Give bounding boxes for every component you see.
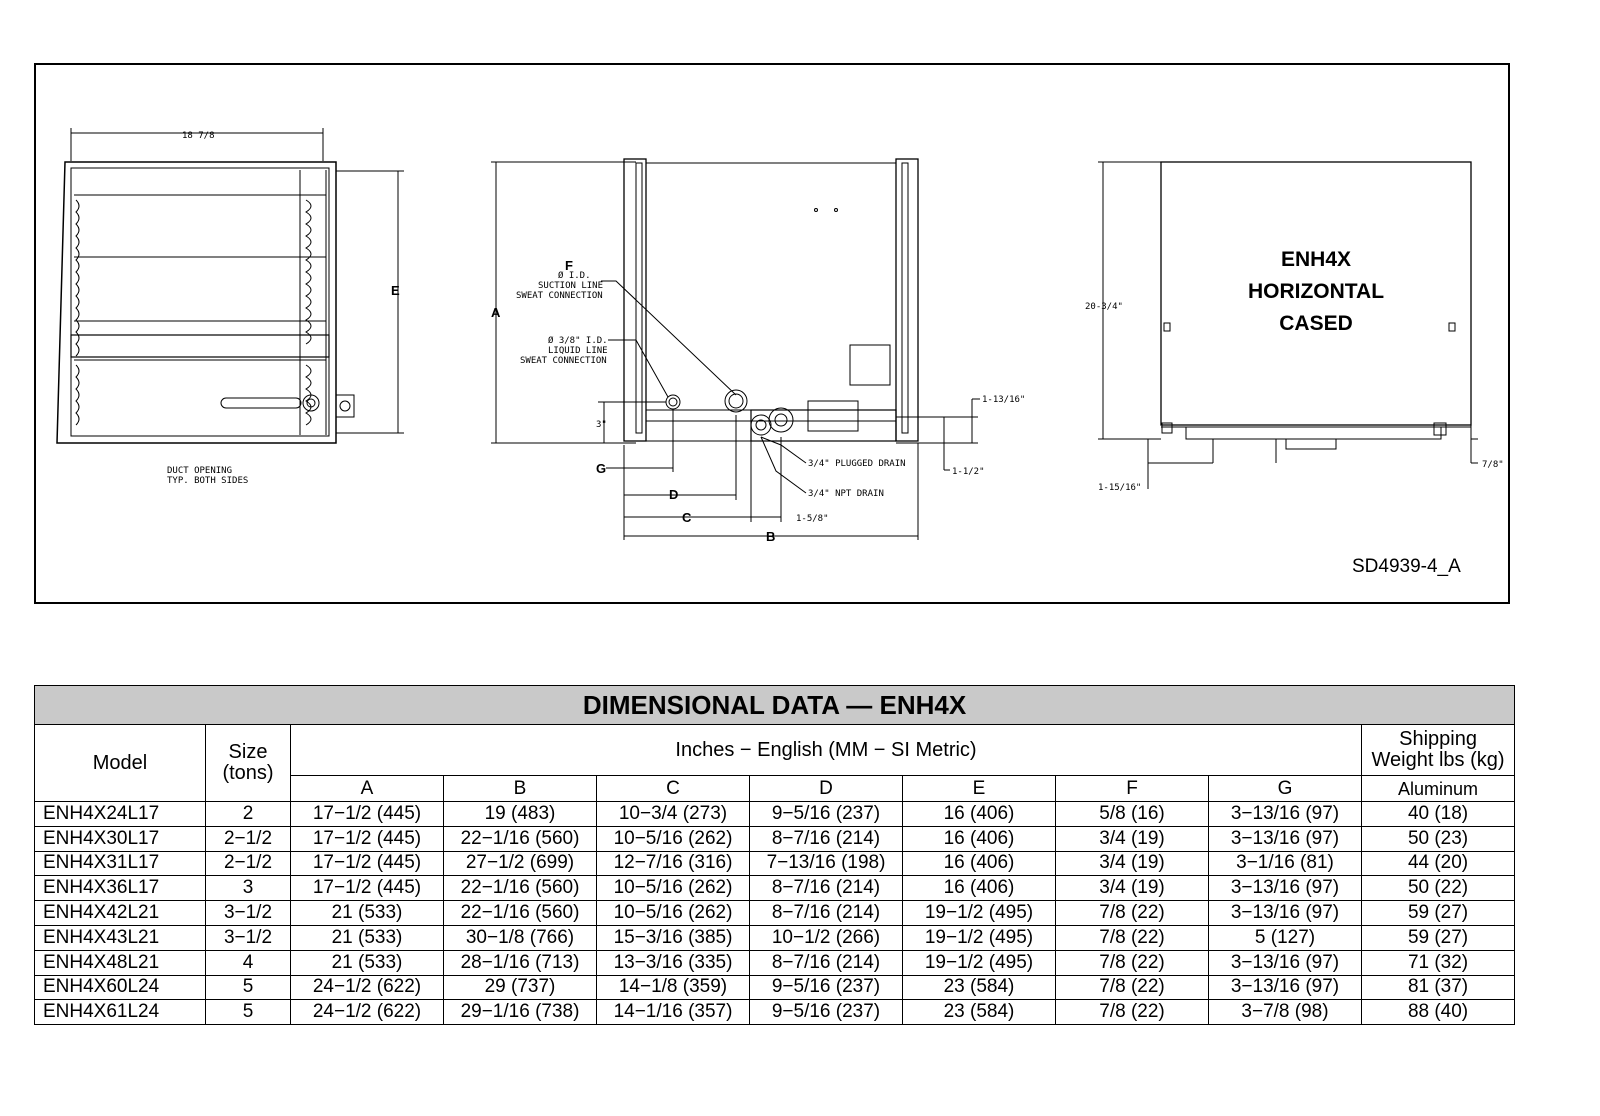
- cell-g: 5 (127): [1209, 925, 1362, 950]
- cell-c: 10−5/16 (262): [597, 876, 750, 901]
- cell-f: 5/8 (16): [1056, 802, 1209, 827]
- cell-b: 27−1/2 (699): [444, 851, 597, 876]
- suction-line-3: SWEAT CONNECTION: [516, 291, 603, 301]
- header-col-f: F: [1056, 776, 1209, 802]
- cell-g: 3−13/16 (97): [1209, 802, 1362, 827]
- liquid-line-3: SWEAT CONNECTION: [520, 356, 607, 366]
- dimensional-data-table: [34, 685, 1515, 1025]
- cell-a: 24−1/2 (622): [291, 975, 444, 1000]
- cell-f: 7/8 (22): [1056, 975, 1209, 1000]
- header-col-b: B: [444, 776, 597, 802]
- suction-line-1: Ø I.D.: [558, 271, 591, 281]
- cell-model: ENH4X31L17: [35, 851, 206, 876]
- cell-w: 40 (18): [1362, 802, 1515, 827]
- header-col-d: D: [750, 776, 903, 802]
- cell-size: 5: [206, 1000, 291, 1025]
- left-width-dim: 18 7/8: [182, 131, 215, 141]
- cell-e: 19−1/2 (495): [903, 925, 1056, 950]
- cell-size: 3−1/2: [206, 901, 291, 926]
- liquid-line-2: LIQUID LINE: [548, 346, 608, 356]
- cell-w: 88 (40): [1362, 1000, 1515, 1025]
- cell-model: ENH4X42L21: [35, 901, 206, 926]
- right-dim-7-8: 7/8": [1482, 460, 1504, 470]
- cell-model: ENH4X43L21: [35, 925, 206, 950]
- cell-c: 14−1/16 (357): [597, 1000, 750, 1025]
- cell-a: 17−1/2 (445): [291, 802, 444, 827]
- suction-line-2: SUCTION LINE: [538, 281, 604, 291]
- label-e: E: [391, 283, 400, 298]
- plugged-drain-label: 3/4" PLUGGED DRAIN: [808, 459, 906, 469]
- cell-g: 3−13/16 (97): [1209, 876, 1362, 901]
- cell-w: 50 (23): [1362, 826, 1515, 851]
- header-inches: Inches − English (MM − SI Metric): [291, 725, 1362, 776]
- cell-g: 3−13/16 (97): [1209, 975, 1362, 1000]
- header-col-a: A: [291, 776, 444, 802]
- dim-3in: 3": [596, 420, 607, 430]
- cell-c: 10−5/16 (262): [597, 901, 750, 926]
- horizontal-title: HORIZONTAL: [1247, 280, 1385, 303]
- label-c: C: [682, 510, 692, 525]
- header-ship-line1: Shipping: [1399, 728, 1477, 750]
- cell-d: 10−1/2 (266): [750, 925, 903, 950]
- dim-1-5-8: 1-5/8": [796, 514, 829, 524]
- table-row: [35, 975, 1515, 1000]
- cell-w: 59 (27): [1362, 925, 1515, 950]
- table-row: [35, 851, 1515, 876]
- cell-f: 7/8 (22): [1056, 901, 1209, 926]
- right-height-dim: 20-3/4": [1085, 302, 1123, 312]
- technical-drawing: [36, 65, 1508, 602]
- cell-d: 8−7/16 (214): [750, 901, 903, 926]
- label-g: G: [596, 461, 607, 476]
- cell-c: 10−3/4 (273): [597, 802, 750, 827]
- cell-a: 17−1/2 (445): [291, 851, 444, 876]
- cell-d: 9−5/16 (237): [750, 1000, 903, 1025]
- table-row: [35, 876, 1515, 901]
- dim-1-13-16: 1-13/16": [982, 395, 1026, 405]
- dim-1-1-2: 1-1/2": [952, 467, 985, 477]
- cell-w: 81 (37): [1362, 975, 1515, 1000]
- cell-size: 3: [206, 876, 291, 901]
- table-title: DIMENSIONAL DATA — ENH4X: [35, 686, 1515, 725]
- cell-g: 3−1/16 (81): [1209, 851, 1362, 876]
- label-f: F: [565, 258, 573, 273]
- drawing-id: SD4939-4_A: [1352, 556, 1461, 577]
- cell-a: 21 (533): [291, 901, 444, 926]
- header-col-g: G: [1209, 776, 1362, 802]
- cell-w: 50 (22): [1362, 876, 1515, 901]
- cell-size: 5: [206, 975, 291, 1000]
- duct-note-2: TYP. BOTH SIDES: [167, 476, 249, 486]
- cell-e: 16 (406): [903, 802, 1056, 827]
- label-b: B: [766, 529, 776, 544]
- cell-g: 3−13/16 (97): [1209, 826, 1362, 851]
- cell-model: ENH4X36L17: [35, 876, 206, 901]
- cased-title: CASED: [1279, 312, 1353, 335]
- label-d: D: [669, 487, 679, 502]
- header-ship-line2: Weight lbs (kg): [1371, 749, 1505, 771]
- cell-d: 9−5/16 (237): [750, 975, 903, 1000]
- cell-model: ENH4X61L24: [35, 1000, 206, 1025]
- cell-b: 22−1/16 (560): [444, 826, 597, 851]
- cell-b: 29 (737): [444, 975, 597, 1000]
- cell-c: 15−3/16 (385): [597, 925, 750, 950]
- cell-model: ENH4X30L17: [35, 826, 206, 851]
- cell-model: ENH4X60L24: [35, 975, 206, 1000]
- table-row: [35, 802, 1515, 827]
- header-col-c: C: [597, 776, 750, 802]
- enh4x-title: ENH4X: [1280, 248, 1352, 271]
- cell-g: 3−13/16 (97): [1209, 901, 1362, 926]
- cell-d: 8−7/16 (214): [750, 826, 903, 851]
- left-end-view: [57, 128, 404, 443]
- cell-w: 59 (27): [1362, 901, 1515, 926]
- cell-w: 71 (32): [1362, 950, 1515, 975]
- cell-e: 23 (584): [903, 1000, 1056, 1025]
- cell-b: 22−1/16 (560): [444, 901, 597, 926]
- header-size: [206, 725, 291, 802]
- cell-g: 3−13/16 (97): [1209, 950, 1362, 975]
- cell-f: 7/8 (22): [1056, 925, 1209, 950]
- cell-f: 3/4 (19): [1056, 826, 1209, 851]
- duct-note-1: DUCT OPENING: [167, 466, 233, 476]
- header-size-line1: Size: [228, 741, 268, 763]
- cell-w: 44 (20): [1362, 851, 1515, 876]
- cell-e: 23 (584): [903, 975, 1056, 1000]
- cell-f: 7/8 (22): [1056, 950, 1209, 975]
- header-shipping: [1362, 725, 1515, 776]
- cell-e: 19−1/2 (495): [903, 901, 1056, 926]
- cell-b: 28−1/16 (713): [444, 950, 597, 975]
- liquid-line-1: Ø 3/8" I.D.: [548, 336, 608, 346]
- cell-d: 9−5/16 (237): [750, 802, 903, 827]
- cell-c: 14−1/8 (359): [597, 975, 750, 1000]
- cell-c: 13−3/16 (335): [597, 950, 750, 975]
- cell-model: ENH4X24L17: [35, 802, 206, 827]
- cell-c: 12−7/16 (316): [597, 851, 750, 876]
- table-row: [35, 950, 1515, 975]
- cell-size: 3−1/2: [206, 925, 291, 950]
- cell-e: 19−1/2 (495): [903, 950, 1056, 975]
- cell-size: 2: [206, 802, 291, 827]
- cell-e: 16 (406): [903, 826, 1056, 851]
- cell-d: 7−13/16 (198): [750, 851, 903, 876]
- technical-drawing-frame: [34, 63, 1510, 604]
- header-model: Model: [35, 725, 206, 802]
- table-row: [35, 901, 1515, 926]
- cell-b: 29−1/16 (738): [444, 1000, 597, 1025]
- cell-e: 16 (406): [903, 876, 1056, 901]
- cell-a: 17−1/2 (445): [291, 826, 444, 851]
- right-dim-1-15-16: 1-15/16": [1098, 483, 1142, 493]
- cell-d: 8−7/16 (214): [750, 950, 903, 975]
- cell-g: 3−7/8 (98): [1209, 1000, 1362, 1025]
- table-row: [35, 1000, 1515, 1025]
- cell-c: 10−5/16 (262): [597, 826, 750, 851]
- table-row: [35, 826, 1515, 851]
- header-col-e: E: [903, 776, 1056, 802]
- header-aluminum: Aluminum: [1362, 776, 1515, 802]
- cell-f: 3/4 (19): [1056, 876, 1209, 901]
- cell-d: 8−7/16 (214): [750, 876, 903, 901]
- cell-size: 2−1/2: [206, 826, 291, 851]
- cell-a: 21 (533): [291, 950, 444, 975]
- cell-b: 22−1/16 (560): [444, 876, 597, 901]
- header-size-line2: (tons): [222, 762, 274, 784]
- label-a: A: [491, 305, 501, 320]
- cell-e: 16 (406): [903, 851, 1056, 876]
- cell-b: 30−1/8 (766): [444, 925, 597, 950]
- cell-model: ENH4X48L21: [35, 950, 206, 975]
- cell-b: 19 (483): [444, 802, 597, 827]
- npt-drain-label: 3/4" NPT DRAIN: [808, 489, 884, 499]
- cell-a: 17−1/2 (445): [291, 876, 444, 901]
- table-row: [35, 925, 1515, 950]
- cell-size: 4: [206, 950, 291, 975]
- cell-a: 24−1/2 (622): [291, 1000, 444, 1025]
- table-body: [35, 802, 1515, 1025]
- cell-a: 21 (533): [291, 925, 444, 950]
- cell-f: 7/8 (22): [1056, 1000, 1209, 1025]
- cell-f: 3/4 (19): [1056, 851, 1209, 876]
- cell-size: 2−1/2: [206, 851, 291, 876]
